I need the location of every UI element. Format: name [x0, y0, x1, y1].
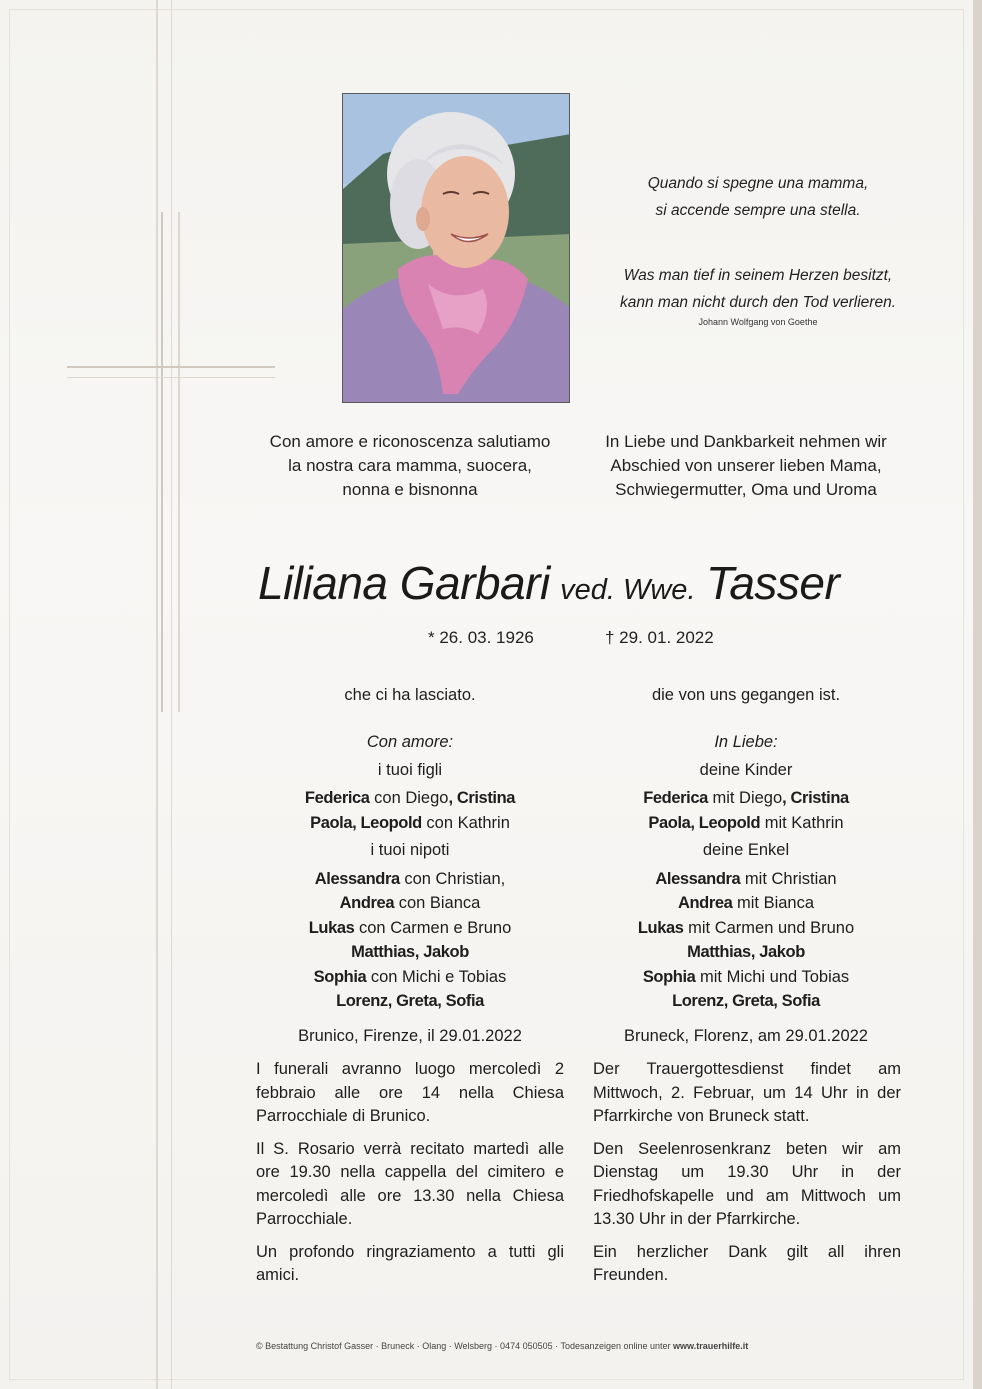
- family-de-row-8: Lorenz, Greta, Sofia: [672, 992, 820, 1010]
- deceased-widow-label: ved. Wwe.: [560, 574, 696, 606]
- intro-german: [568, 430, 924, 502]
- footer-text: © Bestattung Christof Gasser · Bruneck · Olang · Welsberg · 0474 050505 · Todesanzeigen online unter: [256, 1341, 674, 1351]
- intro-italian: [232, 430, 588, 502]
- notice-de-funeral: Der Trauergottesdienst findet am Mittwoch, 2. Februar, um 14 Uhr in der Pfarrkirche von Bruneck statt.: [593, 1060, 901, 1125]
- intro-it-line3: nonna e bisnonna: [342, 480, 478, 499]
- notice-it-rosary: Il S. Rosario verrà recitato martedì alle ore 19.30 nella cappella del cimitero e mercoledì alle ore 13.30 nella Chiesa Parrocchiale.: [256, 1139, 564, 1228]
- family-it-row-4: Andrea con Bianca: [339, 894, 481, 912]
- intro-it-line1: Con amore e riconoscenza salutiamo: [269, 432, 551, 451]
- family-it-place-date: Brunico, Firenze, il 29.01.2022: [298, 1026, 522, 1045]
- family-de-row-7: Sophia mit Michi und Tobias: [642, 967, 850, 986]
- intro-it-line2: la nostra cara mamma, suocera,: [288, 456, 532, 475]
- birth-date: * 26. 03. 1926: [428, 628, 534, 647]
- family-de-place-date: Bruneck, Florenz, am 29.01.2022: [624, 1026, 868, 1045]
- family-de-row-2: Paola, Leopold mit Kathrin: [648, 813, 844, 832]
- family-de-row-4: Andrea mit Bianca: [677, 894, 815, 912]
- death-date: † 29. 01. 2022: [605, 628, 714, 647]
- family-de-row-1: Federica mit Diego, Cristina: [643, 789, 849, 807]
- quote-it-line1: Quando si spegne una mamma,: [647, 175, 869, 192]
- family-it-grandchildren-label: i tuoi nipoti: [370, 841, 450, 859]
- portrait-photo: [342, 93, 570, 403]
- family-it-row-3: Alessandra con Christian,: [314, 869, 506, 888]
- family-german: [568, 730, 924, 1048]
- intro-de-line1: In Liebe und Dankbarkeit nehmen wir: [605, 432, 887, 451]
- family-de-row-3: Alessandra mit Christian: [655, 869, 837, 888]
- family-it-heading: Con amore:: [366, 733, 454, 751]
- quote-it-line2: si accende sempre una stella.: [655, 202, 861, 219]
- quote-de-line2: kann man nicht durch den Tod verlieren.: [619, 294, 896, 311]
- border-line-left: [156, 0, 158, 1389]
- family-de-row-5: Lukas mit Carmen und Bruno: [637, 918, 855, 937]
- family-it-row-6: Matthias, Jakob: [351, 943, 469, 961]
- family-it-row-5: Lukas con Carmen e Bruno: [308, 918, 512, 937]
- footer: [256, 1341, 916, 1351]
- family-de-heading: In Liebe:: [714, 733, 778, 751]
- deceased-name: [258, 556, 918, 610]
- family-de-grandchildren-label: deine Enkel: [702, 841, 790, 859]
- notice-de-rosary: Den Seelenrosenkranz beten wir am Dienstag um 19.30 Uhr in der Friedhofskapelle und am Mittwoch um 13.30 Uhr in der Pfarrkirche.: [593, 1139, 901, 1228]
- notice-it-funeral: I funerali avranno luogo mercoledì 2 febbraio alle ore 14 nella Chiesa Parrocchiale di Brunico.: [256, 1060, 564, 1125]
- right-after-text: die von uns gegangen ist.: [651, 686, 841, 704]
- family-it-row-2: Paola, Leopold con Kathrin: [310, 813, 510, 832]
- quote-author: Johann Wolfgang von Goethe: [698, 317, 818, 327]
- deceased-first-name: Liliana Garbari: [258, 557, 550, 609]
- quote-german: [598, 262, 918, 316]
- portrait-illustration: [343, 94, 570, 403]
- family-italian: [232, 730, 588, 1048]
- notices-italian: [256, 1058, 564, 1288]
- family-it-row-1: Federica con Diego, Cristina: [304, 789, 516, 807]
- family-it-children-label: i tuoi figli: [377, 760, 443, 779]
- deceased-last-name: Tasser: [705, 557, 840, 609]
- family-de-children-label: deine Kinder: [699, 760, 793, 779]
- intro-de-line2: Abschied von unserer lieben Mama,: [610, 456, 882, 475]
- footer-link[interactable]: www.trauerhilfe.it: [673, 1341, 749, 1351]
- intro-de-line3: Schwiegermutter, Oma und Uroma: [615, 480, 877, 499]
- family-it-row-7: Sophia con Michi e Tobias: [313, 967, 507, 986]
- left-after-text: che ci ha lasciato.: [344, 686, 476, 704]
- family-it-row-8: Lorenz, Greta, Sofia: [336, 992, 484, 1010]
- quote-de-line1: Was man tief in seinem Herzen besitzt,: [623, 267, 893, 284]
- notices-german: [593, 1058, 901, 1288]
- quote-italian: [598, 170, 918, 224]
- notice-it-thanks: Un profondo ringraziamento a tutti gli amici.: [256, 1242, 564, 1284]
- family-de-row-6: Matthias, Jakob: [687, 943, 805, 961]
- border-line-left-2: [171, 0, 172, 1389]
- notice-de-thanks: Ein herzlicher Dank gilt all ihren Freunden.: [593, 1242, 901, 1284]
